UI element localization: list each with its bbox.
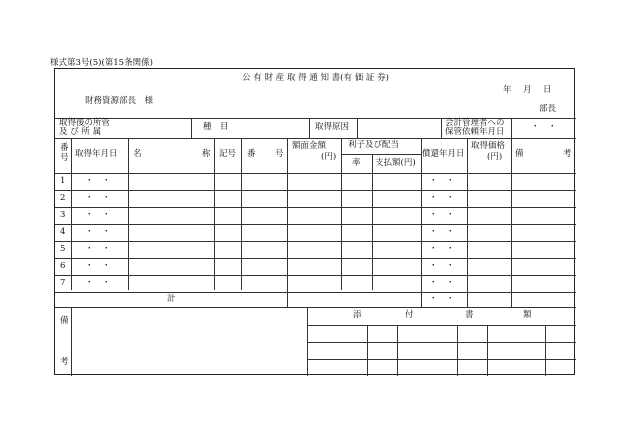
row-redeem-date: ・ ・	[429, 210, 455, 220]
row-no: 3	[60, 210, 66, 220]
row-redeem-date: ・ ・	[429, 193, 455, 203]
col-symbol: 記号	[219, 149, 237, 159]
row-no: 6	[60, 261, 66, 271]
row-no: 7	[60, 278, 66, 288]
row-redeem-date: ・ ・	[429, 227, 455, 237]
form-number: 様式第3号(5)(第15条関係)	[50, 58, 153, 68]
col-name-a: 名	[133, 149, 142, 159]
date-year-label: 年	[503, 85, 512, 95]
row-acquisition-date: ・ ・	[85, 278, 111, 288]
row-acquisition-date: ・ ・	[85, 193, 111, 203]
row-acquisition-date: ・ ・	[85, 176, 111, 186]
notice-form	[54, 68, 575, 375]
reason-label: 取得原因	[315, 122, 350, 132]
row-acquisition-date: ・ ・	[85, 227, 111, 237]
row-redeem-date: ・ ・	[429, 176, 455, 186]
col-number-a: 番	[247, 149, 256, 159]
addressee: 財務資源部長 様	[85, 96, 154, 106]
col-face-value-line1: 額面金額	[292, 141, 327, 151]
row-acquisition-date: ・ ・	[85, 244, 111, 254]
bottom-remarks-a: 備	[60, 316, 69, 326]
row-no: 5	[60, 244, 66, 254]
document-title: 公 有 財 産 取 得 通 知 書(有 価 証 券)	[242, 73, 389, 83]
col-remarks-b: 考	[563, 149, 572, 159]
attachments-b: 付	[405, 310, 414, 320]
bottom-remarks-b: 考	[60, 357, 69, 367]
row-redeem-date: ・ ・	[429, 261, 455, 271]
col-no-line1: 番	[60, 143, 69, 153]
custody-label-line1: 会計管理者への	[445, 118, 505, 128]
row-acquisition-date: ・ ・	[85, 210, 111, 220]
row-no: 4	[60, 227, 66, 237]
custody-label-line2: 保管依頼年月日	[445, 127, 505, 137]
col-remarks-a: 備	[515, 149, 524, 159]
col-acquisition-date: 取得年月日	[75, 149, 118, 159]
col-number-b: 号	[275, 149, 284, 159]
col-payment: 支払額(円)	[375, 158, 416, 168]
col-name-b: 称	[202, 149, 211, 159]
col-redeem-date: 償還年月日	[422, 149, 465, 159]
row-no: 1	[60, 176, 66, 186]
row-redeem-date: ・ ・	[429, 278, 455, 288]
row-acquisition-date: ・ ・	[85, 261, 111, 271]
row-no: 2	[60, 193, 66, 203]
col-face-value-line2: (円)	[321, 152, 337, 162]
col-rate: 率	[352, 158, 361, 168]
col-price-line2: (円)	[487, 152, 503, 162]
sender-title: 部長	[539, 104, 557, 114]
custody-date-value: ・ ・	[531, 122, 557, 132]
attachments-c: 書	[465, 310, 474, 320]
attachments-d: 類	[523, 310, 532, 320]
dept-label-line2: 及 び 所 属	[59, 127, 102, 137]
total-redeem-date: ・ ・	[429, 294, 455, 304]
total-label: 計	[167, 294, 176, 304]
dept-label-line1: 取得後の所管	[59, 118, 111, 128]
date-day-label: 日	[543, 85, 552, 95]
col-interest-group: 利子及び配当	[348, 140, 400, 150]
row-redeem-date: ・ ・	[429, 244, 455, 254]
type-label: 種 目	[203, 122, 229, 132]
col-no-line2: 号	[60, 153, 69, 163]
attachments-a: 添	[353, 310, 362, 320]
date-month-label: 月	[523, 85, 532, 95]
col-price-line1: 取得価格	[471, 141, 506, 151]
